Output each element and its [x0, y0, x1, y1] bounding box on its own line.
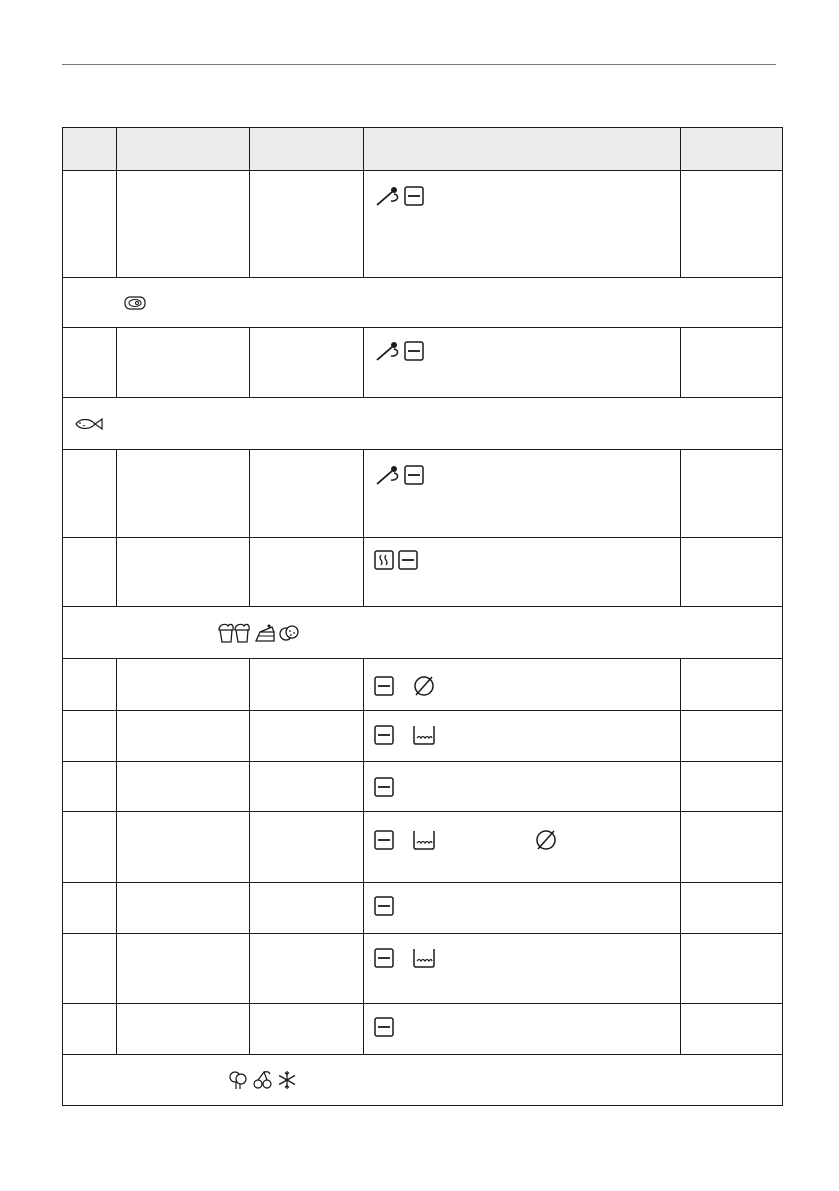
table-cell-functions [364, 1004, 681, 1055]
frozen-icon [277, 1070, 297, 1090]
table-cell [63, 171, 117, 278]
water-tray-icon [412, 724, 436, 746]
table-row [63, 934, 783, 1004]
table-cell [250, 450, 364, 538]
table-cell-functions [364, 883, 681, 934]
table-cell [681, 812, 783, 883]
table-cell [117, 883, 250, 934]
table-row [63, 812, 783, 883]
probe-icon [374, 185, 400, 207]
table-cell [250, 762, 364, 812]
table-row [63, 328, 783, 398]
table-cell [681, 711, 783, 762]
probe-icon [374, 464, 400, 486]
section-row [63, 607, 783, 659]
cooking-table [62, 127, 783, 1106]
bottom-heat-box-icon [398, 550, 418, 570]
table-cell [117, 762, 250, 812]
header-cell [117, 128, 250, 171]
table-cell [681, 659, 783, 711]
table-cell-functions [364, 812, 681, 883]
header-cell [63, 128, 117, 171]
table-cell [250, 659, 364, 711]
table-cell [250, 883, 364, 934]
table-cell [117, 659, 250, 711]
water-tray-icon [412, 829, 436, 851]
bottom-heat-box-icon [404, 465, 424, 485]
table-cell [681, 171, 783, 278]
table-cell [250, 1004, 364, 1055]
bottom-heat-box-icon [404, 341, 424, 361]
bottom-heat-box-icon [374, 1017, 394, 1037]
muffin-icon [217, 622, 251, 644]
table-cell [681, 762, 783, 812]
table-cell [681, 450, 783, 538]
section-row [63, 1055, 783, 1106]
table-cell [681, 538, 783, 607]
table-cell-functions [364, 659, 681, 711]
steam-icon [374, 550, 394, 570]
bottom-heat-box-icon [404, 186, 424, 206]
table-cell [63, 450, 117, 538]
bottom-heat-box-icon [374, 896, 394, 916]
table-row [63, 883, 783, 934]
table-cell [250, 538, 364, 607]
section-cell [63, 278, 783, 328]
section-row [63, 278, 783, 328]
table-cell [63, 659, 117, 711]
table-row [63, 1004, 783, 1055]
table-cell [63, 762, 117, 812]
table-cell-functions [364, 538, 681, 607]
table-cell [117, 711, 250, 762]
header-cell [681, 128, 783, 171]
table-cell [63, 934, 117, 1004]
table-cell [250, 171, 364, 278]
table-cell-functions [364, 934, 681, 1004]
cookie-icon [279, 624, 299, 642]
table-cell [117, 1004, 250, 1055]
vegetable-icon [227, 1070, 249, 1090]
bottom-heat-box-icon [374, 725, 394, 745]
water-tray-icon [412, 947, 436, 969]
table-cell [63, 538, 117, 607]
meat-icon [124, 296, 146, 310]
section-cell [63, 1055, 783, 1106]
section-cell [63, 398, 783, 450]
table-cell-functions [364, 711, 681, 762]
table-cell-functions [364, 328, 681, 398]
table-cell-functions [364, 762, 681, 812]
section-cell [63, 607, 783, 659]
table-cell-functions [364, 450, 681, 538]
fruit-icon [252, 1070, 274, 1090]
top-rule [62, 64, 776, 65]
header-cell [250, 128, 364, 171]
table-row [63, 711, 783, 762]
table-cell [250, 934, 364, 1004]
table-cell [681, 1004, 783, 1055]
table-cell [117, 450, 250, 538]
table-row [63, 450, 783, 538]
table-cell [117, 812, 250, 883]
table-row [63, 171, 783, 278]
table-cell [63, 711, 117, 762]
section-row [63, 398, 783, 450]
table-cell [117, 538, 250, 607]
probe-icon [374, 340, 400, 362]
table-cell [63, 1004, 117, 1055]
bottom-heat-box-icon [374, 830, 394, 850]
bottom-heat-box-icon [374, 676, 394, 696]
table-header-row [63, 128, 783, 171]
header-cell [364, 128, 681, 171]
cake-icon [254, 623, 276, 643]
table-cell [63, 883, 117, 934]
no-symbol-icon [534, 828, 558, 852]
table-cell [117, 171, 250, 278]
table-cell [681, 883, 783, 934]
table-cell [117, 934, 250, 1004]
fish-icon [74, 417, 104, 431]
table-cell [681, 328, 783, 398]
table-cell [250, 711, 364, 762]
table-cell [250, 328, 364, 398]
table-cell [63, 328, 117, 398]
bottom-heat-box-icon [374, 777, 394, 797]
table-row [63, 762, 783, 812]
table-cell [250, 812, 364, 883]
table-cell [681, 934, 783, 1004]
table-row [63, 659, 783, 711]
no-symbol-icon [412, 674, 436, 698]
table-cell [63, 812, 117, 883]
table-cell [117, 328, 250, 398]
table-row [63, 538, 783, 607]
bottom-heat-box-icon [374, 948, 394, 968]
table-cell-functions [364, 171, 681, 278]
